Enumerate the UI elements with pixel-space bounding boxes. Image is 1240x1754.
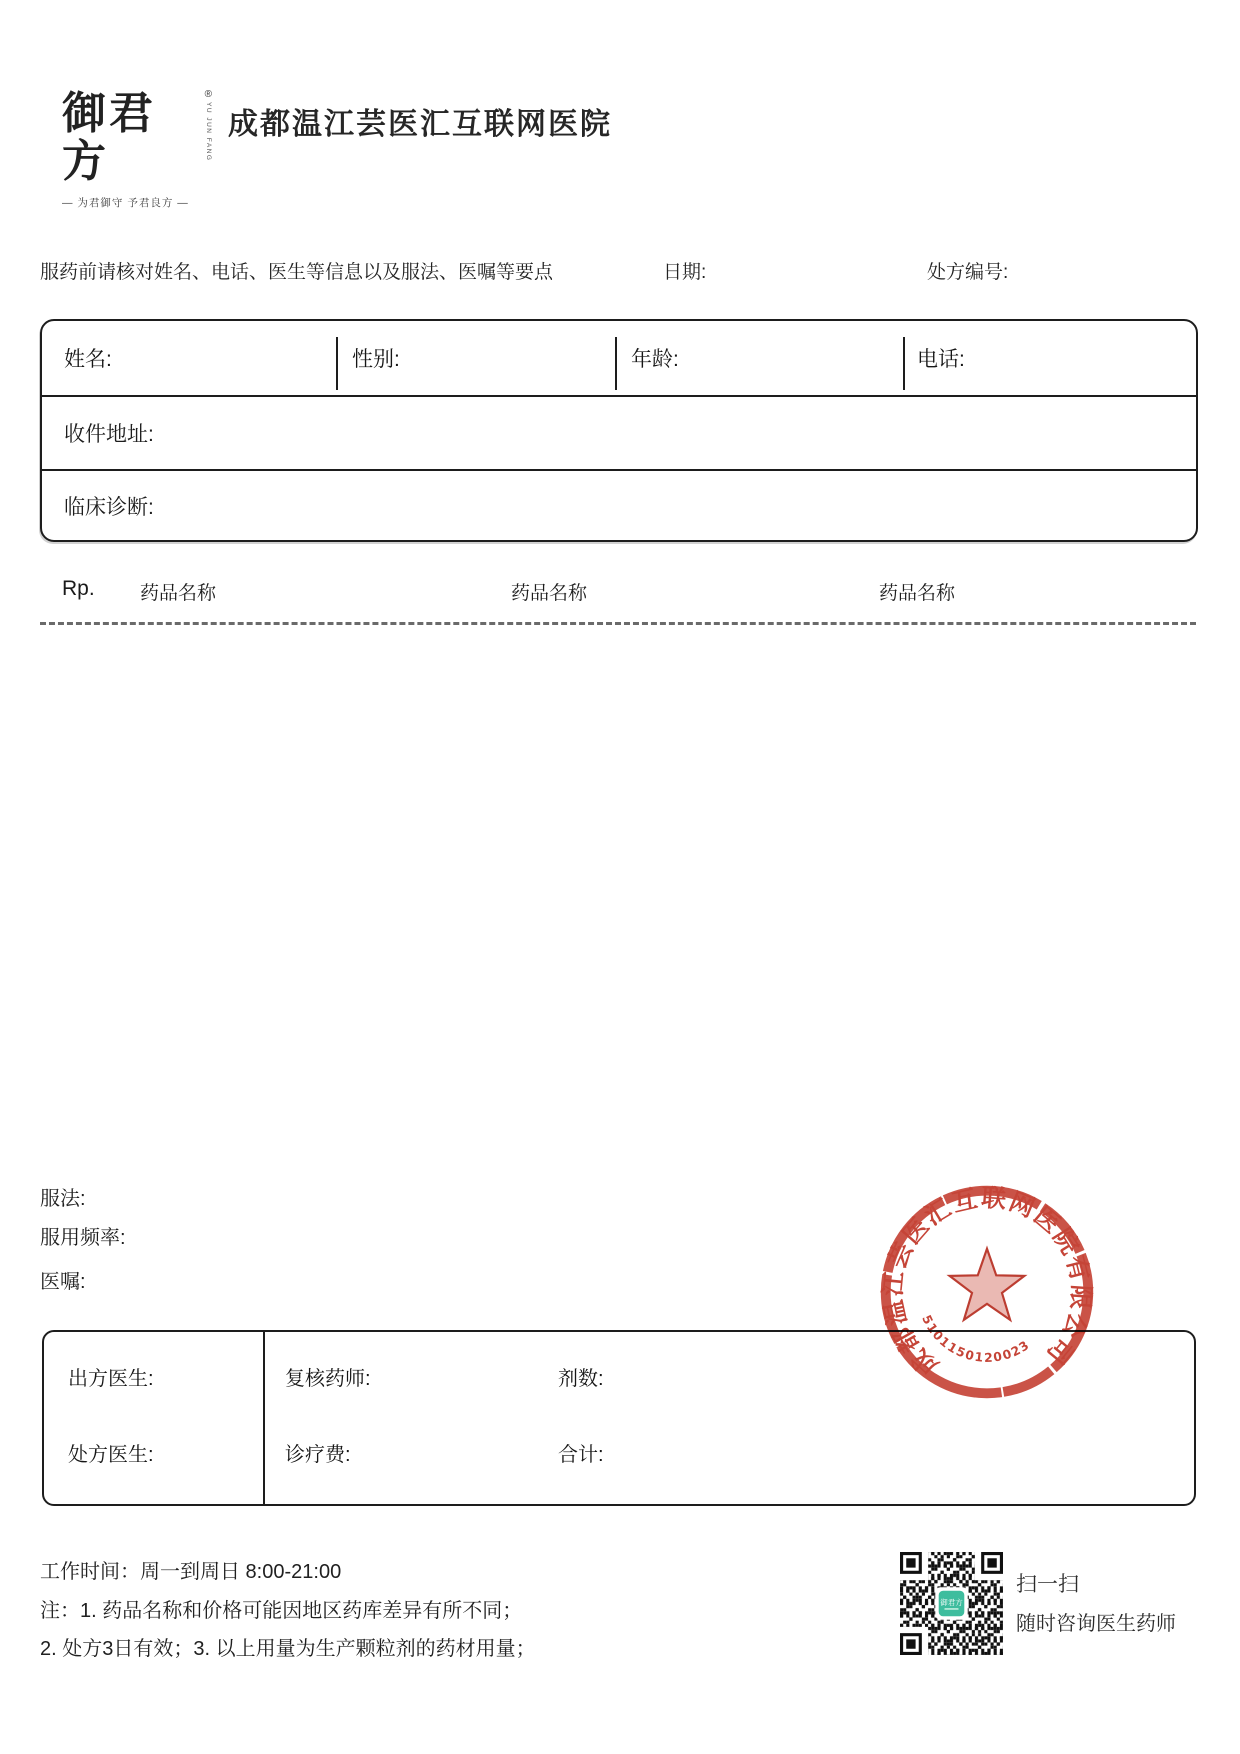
brand-logo xyxy=(62,90,212,210)
qr-code xyxy=(900,1552,1003,1655)
footer-note-2: 2. 处方3日有效；3. 以上用量为生产颗粒剂的药材用量； xyxy=(40,1638,536,1660)
patient-gender-field xyxy=(336,321,615,395)
medicine-column-header: 药品名称 xyxy=(140,583,217,604)
doctor-advice-label: 医嘱: xyxy=(40,1271,86,1293)
patient-age-label: 年龄: xyxy=(631,348,679,371)
brand-tagline: — 为君御守 予君良方 — xyxy=(62,196,189,209)
patient-gender-label: 性别: xyxy=(352,348,400,371)
scan-subtitle: 随时咨询医生药师 xyxy=(1016,1613,1176,1635)
frequency-label: 服用频率: xyxy=(40,1227,126,1249)
qr-logo-text: 御君方 xyxy=(940,1598,963,1608)
patient-basic-row xyxy=(42,321,1196,397)
issuing-doctor-label: 出方医生: xyxy=(68,1368,154,1390)
registered-trademark-icon: ® xyxy=(204,89,212,100)
clinical-diagnosis-field xyxy=(42,471,1196,540)
patient-phone-label: 电话: xyxy=(917,348,965,371)
consult-fee-label: 诊疗费: xyxy=(285,1444,351,1466)
rx-number-label: 处方编号: xyxy=(927,262,1009,283)
brand-logo-text: 御君方 xyxy=(62,88,156,188)
medication-notice: 服药前请核对姓名、电话、医生等信息以及服法、医嘱等要点 xyxy=(40,262,554,283)
date-label: 日期: xyxy=(663,262,707,283)
shipping-address-label: 收件地址: xyxy=(64,423,154,446)
footer-note-1: 注：1. 药品名称和价格可能因地区药库差异有所不同； xyxy=(40,1600,523,1622)
reviewing-pharmacist-label: 复核药师: xyxy=(285,1368,371,1390)
medicine-column-header: 药品名称 xyxy=(511,583,588,604)
clinical-diagnosis-label: 临床诊断: xyxy=(64,495,154,519)
divider xyxy=(615,337,617,390)
usage-label: 服法: xyxy=(40,1188,86,1210)
patient-info-box xyxy=(40,319,1198,542)
prescribing-doctor-label: 处方医生: xyxy=(68,1444,154,1466)
shipping-address-field xyxy=(42,397,1196,471)
rp-label: Rp. xyxy=(62,577,95,600)
total-label: 合计: xyxy=(558,1444,604,1466)
seal-company-text: 成都温江芸医汇互联网医院有限公司 xyxy=(877,1182,1097,1382)
divider xyxy=(336,337,338,390)
page-title: 成都温江芸医汇互联网医院 xyxy=(228,108,612,141)
seal-star-icon xyxy=(950,1249,1025,1320)
patient-name-field xyxy=(42,321,336,395)
scan-label: 扫一扫 xyxy=(1016,1573,1079,1596)
working-hours: 工作时间：周一到周日 8:00-21:00 xyxy=(40,1561,342,1583)
doses-label: 剂数: xyxy=(558,1368,604,1390)
dashed-separator xyxy=(40,622,1196,625)
divider xyxy=(263,1332,265,1504)
divider xyxy=(903,337,905,390)
brand-logo-pinyin: YU JUN FANG xyxy=(204,102,212,162)
patient-age-field xyxy=(615,321,903,395)
official-seal-stamp xyxy=(869,1174,1105,1410)
seal-number-text: 5101150120023 xyxy=(919,1312,1033,1365)
patient-phone-field xyxy=(903,321,1196,395)
patient-name-label: 姓名: xyxy=(64,348,112,371)
medicine-column-header: 药品名称 xyxy=(879,583,956,604)
